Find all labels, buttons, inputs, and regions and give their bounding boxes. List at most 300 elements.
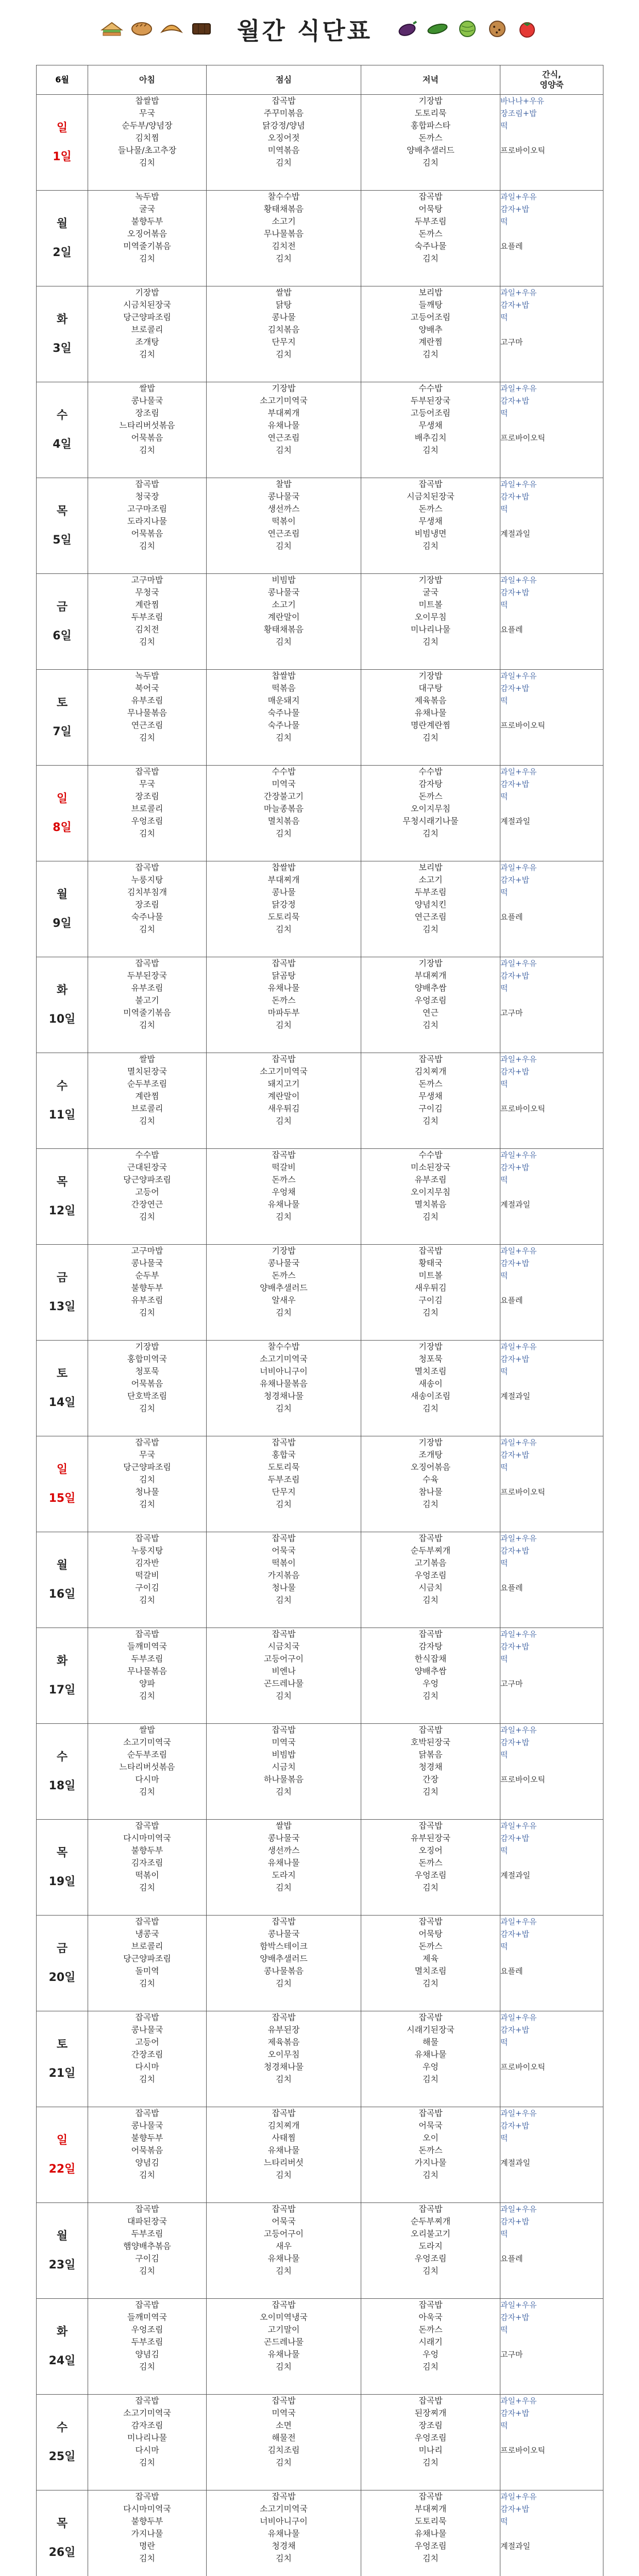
breakfast-cell (88, 2107, 207, 2203)
snack-item: 떡 (500, 1463, 508, 1472)
menu-item: 잡곡밥 (272, 2012, 296, 2022)
menu-item: 쌀밥 (276, 1821, 292, 1831)
menu-item: 도라지나물 (127, 516, 167, 526)
menu-item: 미역볶음 (267, 145, 300, 155)
menu-item: 홍합국 (272, 1450, 296, 1460)
table-row (37, 1916, 603, 2011)
spacer (500, 1378, 603, 1390)
extra-snack: 계절과일 (500, 2158, 530, 2167)
day-cell (37, 2490, 88, 2576)
menu-item: 미나리 (418, 2445, 443, 2455)
breakfast-cell (88, 861, 207, 957)
menu-item: 브로콜리 (131, 1104, 163, 1113)
menu-item: 양념치킨 (414, 900, 447, 909)
menu-item: 기장밥 (272, 1246, 296, 1256)
snack-item: 떡 (500, 2325, 508, 2334)
lunch-cell (207, 766, 361, 861)
menu-item: 시금치 (272, 1762, 296, 1772)
menu-item: 김치 (276, 2458, 292, 2467)
menu-item: 계란찜 (135, 1091, 159, 1101)
dinner-cell (361, 861, 500, 957)
menu-item: 고등어구이 (263, 2229, 304, 2239)
dinner-cell (361, 2203, 500, 2299)
snack-item: 떡 (500, 1558, 508, 1568)
menu-item: 김치 (276, 1978, 292, 1988)
menu-item: 소고기미역국 (123, 2408, 171, 2418)
menu-item: 황태국 (418, 1258, 443, 1268)
menu-item: 유부된장 (267, 2025, 300, 2035)
menu-item: 돌미역 (135, 1966, 159, 1976)
menu-item: 부대찌개 (414, 971, 447, 980)
menu-item: 계란말이 (267, 612, 300, 622)
menu-item: 들깨미역국 (127, 2312, 167, 2322)
date-label: 24일 (48, 2354, 76, 2367)
lunch-cell (207, 1436, 361, 1532)
spacer (500, 1090, 603, 1103)
menu-item: 돈까스 (418, 504, 443, 514)
table-row (37, 2395, 603, 2490)
weekday-label: 수 (56, 1080, 68, 1093)
breakfast-cell (88, 670, 207, 766)
menu-item: 콩나물국 (131, 2121, 163, 2130)
menu-item: 김치 (423, 2170, 439, 2180)
menu-item: 멸치조림 (414, 1366, 447, 1376)
day-cell (37, 1532, 88, 1628)
snack-item: 과일+우유 (500, 2300, 537, 2310)
menu-item: 무국 (139, 779, 155, 789)
menu-item: 수육 (423, 1475, 439, 1484)
header-dinner: 저녁 (361, 65, 500, 95)
snack-cell (500, 1053, 603, 1149)
menu-item: 김치찜 (135, 133, 159, 143)
weekday-label: 월 (56, 217, 68, 231)
menu-item: 장조림 (418, 2420, 443, 2430)
day-cell (37, 670, 88, 766)
menu-item: 닭볶음 (418, 1750, 443, 1759)
menu-item: 잡곡밥 (418, 1917, 443, 1926)
snack-item: 감자+밥 (500, 2025, 530, 2035)
menu-item: 김치 (276, 1787, 292, 1797)
table-row (37, 766, 603, 861)
menu-item: 잡곡밥 (418, 2300, 443, 2310)
menu-item: 찹쌀밥 (135, 96, 159, 106)
menu-item: 알새우 (272, 1295, 296, 1305)
dinner-cell (361, 95, 500, 191)
menu-item: 김치 (276, 349, 292, 359)
menu-item: 잡곡밥 (135, 1437, 159, 1447)
menu-item: 무국 (139, 108, 155, 118)
snack-item: 감자+밥 (500, 492, 530, 501)
menu-item: 양배추샐러드 (260, 1283, 308, 1293)
menu-item: 콩나물 (272, 312, 296, 322)
snack-item: 떡 (500, 217, 508, 226)
menu-item: 기장밥 (272, 383, 296, 393)
snack-cell (500, 286, 603, 382)
menu-item: 김치 (276, 1020, 292, 1030)
header-snack: 간식, 영양죽 (500, 65, 603, 95)
lunch-cell (207, 286, 361, 382)
menu-item: 홍합파스타 (410, 121, 451, 130)
lunch-cell (207, 861, 361, 957)
day-cell (37, 1053, 88, 1149)
menu-item: 두부된장국 (410, 396, 451, 405)
date-label: 22일 (48, 2162, 76, 2176)
menu-item: 멸치볶음 (414, 1199, 447, 1209)
breakfast-cell (88, 2299, 207, 2395)
snack-item: 과일+우유 (500, 1342, 537, 1351)
day-cell (37, 1916, 88, 2011)
menu-item: 멸치볶음 (267, 816, 300, 826)
menu-item: 잡곡밥 (135, 862, 159, 872)
menu-item: 콩나물국 (267, 1929, 300, 1939)
date-label: 14일 (48, 1396, 76, 1409)
menu-item: 김치전 (272, 241, 296, 251)
menu-item: 김치 (423, 924, 439, 934)
dinner-cell (361, 2011, 500, 2107)
menu-item: 들깨미역국 (127, 1641, 167, 1651)
menu-item: 돈까스 (418, 229, 443, 239)
menu-item: 느타리버섯 (263, 2158, 304, 2167)
menu-item: 잡곡밥 (135, 1629, 159, 1639)
menu-item: 닭탕 (276, 300, 292, 310)
weekday-label: 목 (56, 1846, 68, 1860)
snack-cell (500, 1436, 603, 1532)
menu-item: 연근조림 (267, 433, 300, 443)
menu-item: 참나물 (418, 1487, 443, 1497)
snack-cell (500, 957, 603, 1053)
menu-item: 우엉조림 (414, 1570, 447, 1580)
menu-item: 미역줄기볶음 (123, 241, 171, 251)
snack-item: 감자+밥 (500, 1354, 530, 1364)
menu-item: 잡곡밥 (272, 96, 296, 106)
snack-item: 과일+우유 (500, 1917, 537, 1926)
menu-item: 잡곡밥 (272, 2204, 296, 2214)
menu-item: 떡갈비 (272, 1162, 296, 1172)
menu-item: 김치 (423, 2074, 439, 2084)
snack-cell (500, 1916, 603, 2011)
snack-item: 떡 (500, 1367, 508, 1376)
menu-item: 돈까스 (418, 133, 443, 143)
menu-item: 녹두밥 (135, 671, 159, 681)
menu-item: 우엉조림 (414, 2541, 447, 2551)
menu-item: 도토리묵 (267, 1462, 300, 1472)
menu-item: 유채나물 (414, 2529, 447, 2538)
table-row (37, 95, 603, 191)
snack-item: 떡 (500, 2133, 508, 2143)
lunch-cell (207, 957, 361, 1053)
menu-item: 잡곡밥 (272, 1437, 296, 1447)
lunch-cell (207, 1532, 361, 1628)
snack-item: 감자+밥 (500, 2217, 530, 2226)
menu-item: 소고기미역국 (260, 1066, 308, 1076)
day-cell (37, 382, 88, 478)
menu-item: 김치 (139, 1883, 155, 1892)
weekday-label: 월 (56, 1559, 68, 1572)
menu-item: 우엉조림 (414, 2433, 447, 2443)
dinner-cell (361, 1053, 500, 1149)
spacer (500, 1665, 603, 1677)
snack-item: 과일+우유 (500, 384, 537, 393)
menu-item: 조개탕 (135, 337, 159, 347)
menu-item: 우엉조림 (414, 1870, 447, 1880)
menu-item: 대파된장국 (127, 2216, 167, 2226)
menu-item: 잡곡밥 (418, 2012, 443, 2022)
menu-item: 연근조림 (131, 720, 163, 730)
food-icons-right (393, 19, 542, 40)
dinner-cell (361, 2107, 500, 2203)
menu-item: 도토리묵 (414, 2516, 447, 2526)
menu-item: 느타리버섯볶음 (119, 1762, 175, 1772)
menu-item: 떡볶이 (272, 1558, 296, 1568)
snack-cell (500, 2011, 603, 2107)
menu-item: 닭강정 (272, 900, 296, 909)
table-row (37, 1628, 603, 1724)
menu-item: 곤드레나물 (263, 2337, 304, 2347)
extra-snack: 요플레 (500, 242, 523, 251)
breakfast-cell (88, 1628, 207, 1724)
weekday-label: 일 (56, 792, 68, 806)
table-row (37, 2299, 603, 2395)
menu-item: 생선까스 (267, 1845, 300, 1855)
menu-item: 유부조림 (131, 983, 163, 993)
lunch-cell (207, 382, 361, 478)
menu-item: 무나물볶음 (263, 229, 304, 239)
breakfast-cell (88, 2490, 207, 2576)
menu-item: 들나물/초고추장 (117, 145, 177, 155)
menu-item: 구이김 (418, 1104, 443, 1113)
lunch-cell (207, 2203, 361, 2299)
menu-item: 시금치된장국 (123, 300, 171, 310)
menu-item: 돈까스 (418, 791, 443, 801)
breakfast-cell (88, 957, 207, 1053)
menu-item: 마파두부 (267, 1008, 300, 1018)
menu-item: 해물전 (272, 2433, 296, 2443)
menu-item: 잡곡밥 (135, 1821, 159, 1831)
menu-item: 곤드레나물 (263, 1679, 304, 1688)
menu-item: 김치 (139, 2170, 155, 2180)
menu-item: 제육볶음 (267, 2037, 300, 2047)
menu-item: 김치 (139, 2362, 155, 2371)
dinner-cell (361, 382, 500, 478)
menu-item: 김치 (139, 1691, 155, 1701)
header-month: 6월 (37, 65, 88, 95)
menu-item: 부대찌개 (414, 2504, 447, 2514)
snack-item: 감자+밥 (500, 2409, 530, 2418)
menu-item: 무생채 (418, 420, 443, 430)
menu-item: 콩나물국 (131, 2025, 163, 2035)
table-row (37, 1149, 603, 1245)
menu-table (36, 65, 603, 2576)
day-cell (37, 478, 88, 574)
menu-item: 잡곡밥 (135, 2108, 159, 2118)
menu-item: 너비아니구이 (260, 1366, 308, 1376)
menu-item: 잡곡밥 (135, 2300, 159, 2310)
table-row (37, 1053, 603, 1149)
snack-cell (500, 1341, 603, 1436)
weekday-label: 토 (56, 2038, 68, 2052)
snack-cell (500, 670, 603, 766)
menu-item: 김치 (139, 541, 155, 551)
menu-item: 다시마 (135, 2062, 159, 2072)
breakfast-cell (88, 1436, 207, 1532)
menu-item: 유채나물 (267, 2145, 300, 2155)
snack-cell (500, 2490, 603, 2576)
spacer (500, 228, 603, 240)
menu-item: 어묵탕 (418, 1929, 443, 1939)
menu-item: 양배추샐러드 (260, 1954, 308, 1963)
spacer (500, 419, 603, 432)
menu-item: 김치 (276, 637, 292, 647)
menu-item: 쌀밥 (139, 1054, 155, 1064)
menu-item: 고구마밥 (131, 575, 163, 585)
snack-item: 과일+우유 (500, 288, 537, 297)
day-cell (37, 574, 88, 670)
breakfast-cell (88, 1245, 207, 1341)
menu-item: 호박된장국 (410, 1737, 451, 1747)
table-row (37, 1436, 603, 1532)
menu-item: 잡곡밥 (418, 2108, 443, 2118)
lunch-cell (207, 1628, 361, 1724)
day-cell (37, 2011, 88, 2107)
menu-item: 잡곡밥 (135, 2396, 159, 2405)
menu-item: 황태채볶음 (263, 624, 304, 634)
extra-snack: 요플레 (500, 625, 523, 634)
table-row (37, 2011, 603, 2107)
menu-item: 보리밥 (418, 862, 443, 872)
menu-item: 미나리나물 (127, 2433, 167, 2443)
extra-snack: 프로바이오틱 (500, 721, 545, 730)
menu-item: 다시마미역국 (123, 1833, 171, 1843)
menu-item: 콩나물국 (267, 587, 300, 597)
dinner-cell (361, 1628, 500, 1724)
day-cell (37, 286, 88, 382)
extra-snack: 요플레 (500, 1296, 523, 1305)
snack-item: 떡 (500, 504, 508, 514)
menu-item: 김치 (276, 2074, 292, 2084)
table-row (37, 2203, 603, 2299)
day-cell (37, 1245, 88, 1341)
menu-item: 우엉조림 (131, 816, 163, 826)
menu-item: 새송이조림 (410, 1391, 451, 1401)
menu-item: 김치 (139, 1116, 155, 1126)
menu-item: 우엉 (423, 1679, 439, 1688)
weekday-label: 월 (56, 888, 68, 902)
extra-snack: 요플레 (500, 912, 523, 922)
croissant-icon (160, 19, 183, 38)
menu-item: 브로콜리 (131, 804, 163, 814)
menu-item: 김치 (139, 637, 155, 647)
day-cell (37, 957, 88, 1053)
spacer (500, 1186, 603, 1198)
menu-item: 콩나물국 (267, 1833, 300, 1843)
menu-item: 오징어젓 (267, 133, 300, 143)
extra-snack: 계절과일 (500, 2541, 530, 2551)
menu-item: 어묵볶음 (131, 1379, 163, 1388)
menu-item: 수수밥 (418, 383, 443, 393)
dinner-cell (361, 1724, 500, 1820)
menu-item: 김치 (139, 1787, 155, 1797)
menu-item: 닭강정/양념 (262, 121, 305, 130)
menu-item: 연근 (423, 1008, 439, 1018)
snack-item: 과일+우유 (500, 1534, 537, 1543)
breakfast-cell (88, 1916, 207, 2011)
weekday-label: 일 (56, 1463, 68, 1477)
menu-item: 어묵볶음 (131, 433, 163, 443)
menu-item: 명란계란찜 (410, 720, 451, 730)
menu-item: 콩나물국 (267, 1258, 300, 1268)
menu-item: 고구마조림 (127, 504, 167, 514)
menu-item: 새우튀김 (267, 1104, 300, 1113)
menu-item: 잡곡밥 (135, 1917, 159, 1926)
menu-item: 양념김 (135, 2158, 159, 2167)
menu-item: 김치 (139, 1595, 155, 1605)
menu-item: 황태채볶음 (263, 204, 304, 214)
snack-item: 떡 (500, 792, 508, 801)
menu-item: 다시마 (135, 1774, 159, 1784)
menu-item: 돼지고기 (267, 1079, 300, 1089)
menu-item: 쌀밥 (276, 287, 292, 297)
date-label: 7일 (53, 725, 72, 738)
snack-cell (500, 1628, 603, 1724)
snack-cell (500, 1149, 603, 1245)
lunch-cell (207, 1053, 361, 1149)
menu-item: 비빔냉면 (414, 529, 447, 538)
table-row (37, 286, 603, 382)
menu-item: 누룽지탕 (131, 1546, 163, 1555)
menu-item: 김치 (139, 924, 155, 934)
menu-item: 비빔밥 (272, 1750, 296, 1759)
weekday-label: 화 (56, 2326, 68, 2339)
menu-item: 명란 (139, 2541, 155, 2551)
menu-item: 김치 (276, 253, 292, 263)
menu-item: 우엉조림 (131, 2325, 163, 2334)
menu-item: 기장밥 (418, 1342, 443, 1351)
menu-item: 소고기 (418, 875, 443, 885)
date-label: 9일 (53, 917, 72, 930)
menu-item: 소고기미역국 (260, 1354, 308, 1364)
menu-item: 시래기된장국 (407, 2025, 455, 2035)
menu-item: 우엉채 (272, 1187, 296, 1197)
menu-item: 김치 (139, 1499, 155, 1509)
table-row (37, 1341, 603, 1436)
lunch-cell (207, 95, 361, 191)
table-row (37, 2107, 603, 2203)
menu-item: 김치찌개 (267, 2121, 300, 2130)
cucumber-icon (426, 19, 449, 38)
menu-item: 구이김 (135, 2253, 159, 2263)
spacer (500, 1953, 603, 1965)
menu-item: 유부조림 (131, 696, 163, 705)
snack-item: 감자+밥 (500, 1929, 530, 1939)
menu-item: 구이김 (135, 1583, 159, 1592)
menu-item: 새우 (276, 2241, 292, 2251)
weekday-label: 수 (56, 2421, 68, 2435)
menu-item: 두부조림 (131, 1654, 163, 1664)
snack-cell (500, 2299, 603, 2395)
date-label: 6일 (53, 629, 72, 642)
snack-item: 감자+밥 (500, 396, 530, 405)
snack-cell (500, 382, 603, 478)
menu-item: 김치 (139, 445, 155, 455)
menu-item: 단무지 (272, 1487, 296, 1497)
snack-cell (500, 191, 603, 286)
menu-item: 굴국 (423, 587, 439, 597)
day-cell (37, 2299, 88, 2395)
menu-item: 간장 (423, 1774, 439, 1784)
menu-item: 잡곡밥 (135, 1533, 159, 1543)
menu-item: 김치 (423, 1691, 439, 1701)
menu-item: 우엉 (423, 2349, 439, 2359)
